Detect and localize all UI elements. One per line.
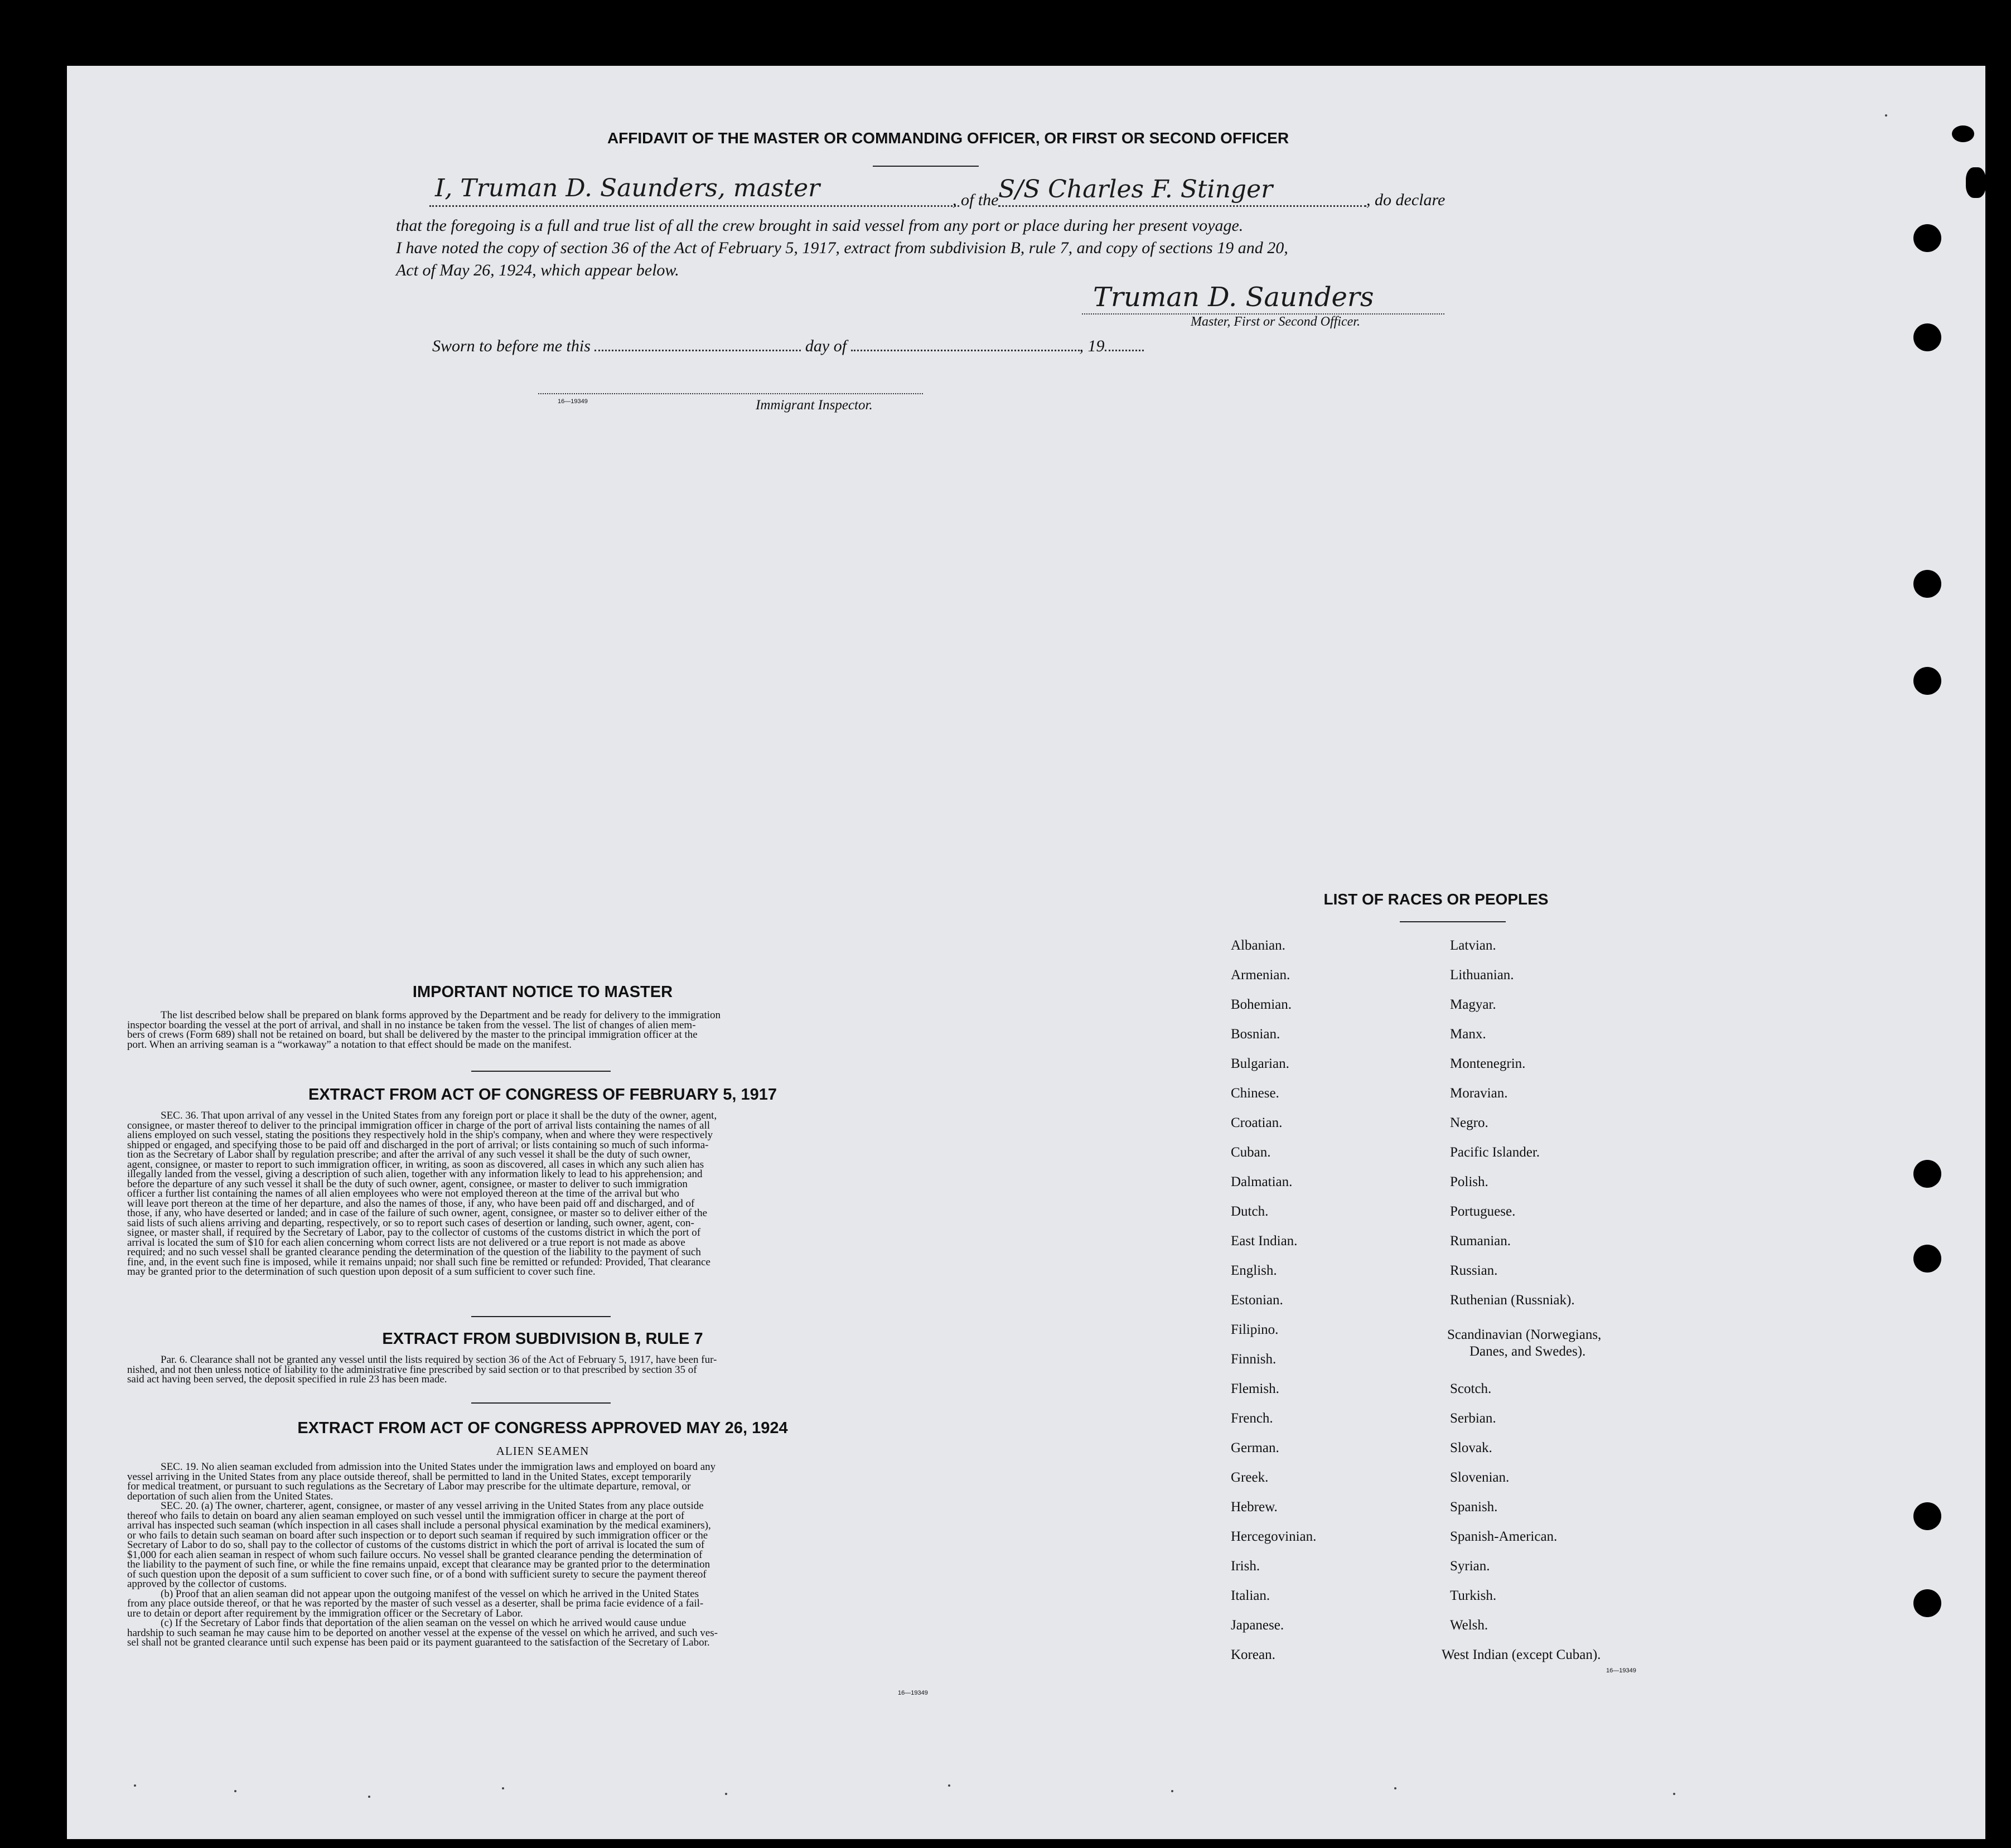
race-item: Syrian.: [1450, 1559, 1490, 1574]
text-line: inspector boarding the vessel at the port of arrival, and shall in no instance be taken from the vessel. The list of changes of alien mem-: [127, 1019, 696, 1031]
text-line: agent, consignee, or master to report to such immigration officer, in writing, as soon as discovered, all cases in which any such alien has: [127, 1158, 704, 1170]
race-item: Hebrew.: [1231, 1499, 1278, 1515]
race-item: Estonian.: [1231, 1293, 1283, 1308]
text-line: arrival is located the sum of $10 for each alien concerning whom correct lists are not delivered or a true report is not made as above: [127, 1236, 685, 1249]
text-line: may be granted prior to the determination of such question upon deposit of a sum sufficient to cover such fine.: [127, 1266, 596, 1278]
speck: [1885, 114, 1887, 117]
text-line: (b) Proof that an alien seaman did not appear upon the outgoing manifest of the vessel on which he arrived in the United States: [161, 1588, 699, 1600]
declarant-signature: I, Truman D. Saunders, master: [435, 174, 820, 202]
race-item: Albanian.: [1231, 938, 1285, 953]
text-line: shipped or engaged, and specifying those to be paid off and discharged in the port of arrival; or lists containing so much of such informa-: [127, 1139, 709, 1151]
text-line: for medical treatment, or pursuant to such regulations as the Secretary of Labor may prescribe for the ultimate departure, removal, or: [127, 1481, 691, 1492]
alien-seamen-subtitle: ALIEN SEAMEN: [496, 1444, 589, 1458]
text-line: of such question upon the deposit of a sum sufficient to cover such fine, or of a bond with sufficient surety to secure the payment thereof: [127, 1568, 707, 1580]
text-line: vessel arriving in the United States from any place outside thereof, shall be permitted to land in the United States, except temporarily: [127, 1470, 692, 1483]
race-item: Serbian.: [1450, 1411, 1496, 1426]
punch-hole: [1913, 1502, 1941, 1530]
race-item: Turkish.: [1450, 1588, 1497, 1603]
text-line: bers of crews (Form 689) shall not be retained on board, but shall be delivered by the master to the principal immigration officer at the: [127, 1029, 698, 1041]
text-line: SEC. 19. No alien seaman excluded from admission into the United States under the immigration laws and employed on board any: [161, 1461, 716, 1473]
race-item: Moravian.: [1450, 1086, 1508, 1101]
punch-hole: [1913, 224, 1941, 252]
text-line: (c) If the Secretary of Labor finds that deportation of the alien seaman on the vessel on which he arrived would cause undue: [161, 1617, 687, 1629]
text-line: SEC. 36. That upon arrival of any vessel in the United States from any foreign port or place it shall be the duty of the owner, agent,: [161, 1110, 717, 1121]
speck: [725, 1793, 727, 1795]
speck: [1394, 1787, 1396, 1789]
declaration-line-4: Act of May 26, 1924, which appear below.: [396, 261, 679, 279]
race-item: Chinese.: [1231, 1086, 1279, 1101]
speck: [234, 1790, 236, 1792]
speck: [1171, 1790, 1173, 1792]
text-line: port. When an arriving seaman is a “workaway” a notation to that effect should be made on the manifest.: [127, 1038, 572, 1051]
text-line: nished, and not then unless notice of liability to the administrative fine prescribed by said section or to that prescribed by section 35 of: [127, 1363, 697, 1376]
speck: [948, 1784, 950, 1787]
race-item: Croatian.: [1231, 1115, 1283, 1130]
race-item: Armenian.: [1231, 967, 1290, 983]
text-line: from any place outside thereof, or that he was reported by the master of such vessel as a deserter, shall be prima facie evidence of a fail-: [127, 1598, 704, 1609]
form-number: 16—19349: [1606, 1667, 1636, 1674]
race-item: Flemish.: [1231, 1381, 1279, 1396]
race-item: Filipino.: [1231, 1322, 1279, 1337]
text-line: required; and no such vessel shall be granted clearance pending the determination of the question of the liability to the payment of such: [127, 1246, 701, 1258]
race-item: Cuban.: [1231, 1145, 1271, 1160]
race-item: Manx.: [1450, 1027, 1486, 1042]
race-item: Polish.: [1450, 1174, 1488, 1189]
speck: [134, 1784, 136, 1787]
text-line: the liability to the payment of such fine, or while the fine remains unpaid, except that clearance may be granted prior to the determination: [127, 1559, 710, 1570]
text-line: Secretary of Labor to do so, shall pay to the collector of customs of the customs district in which the port of arrival is located the sum of: [127, 1539, 705, 1551]
section-rule: [471, 1402, 611, 1404]
month-blank: [851, 350, 1080, 351]
extract-rule7-text: [127, 1355, 958, 1385]
text-line: tion as the Secretary of Labor shall by regulation prescribe; and after the arrival of any such vessel it shall be the duty of such owner,: [127, 1149, 691, 1160]
race-item: Irish.: [1231, 1559, 1260, 1574]
race-item: Latvian.: [1450, 938, 1496, 953]
race-item: Spanish.: [1450, 1499, 1498, 1515]
text-line: before the departure of any such vessel it shall be the duty of such owner, agent, consignee, or master to deliver to such immigration: [127, 1178, 688, 1190]
punch-hole: [1913, 667, 1941, 695]
races-title: LIST OF RACES OR PEOPLES: [1323, 891, 1549, 908]
race-item: Rumanian.: [1450, 1233, 1511, 1249]
declaration-line-2: that the foregoing is a full and true list of all the crew brought in said vessel from any port or place during her present voyage.: [396, 216, 1244, 235]
text-line: said lists of such aliens arriving and departing, respectively, or so to report such cases of desertion or landing, such owner, agent, con-: [127, 1217, 694, 1229]
declaration-line-1: [429, 174, 1461, 217]
text-line: said act having been served, the deposit specified in rule 23 has been made.: [127, 1373, 447, 1385]
race-item: Italian.: [1231, 1588, 1270, 1603]
section-rule: [471, 1316, 611, 1317]
extract-rule7-title: EXTRACT FROM SUBDIVISION B, RULE 7: [382, 1330, 703, 1348]
speck: [368, 1796, 370, 1798]
race-item: Ruthenian (Russniak).: [1450, 1293, 1575, 1308]
text-line: aliens employed on such vessel, stating the positions they respectively hold in the ship's company, when and where they were respectively: [127, 1129, 713, 1141]
race-item: Slovenian.: [1450, 1470, 1510, 1485]
race-item: Scotch.: [1450, 1381, 1492, 1396]
text-line: sel shall not be granted clearance until such expense has been paid or its payment guaranteed to the satisfaction of the Secretary of Labor.: [127, 1637, 710, 1648]
race-item: French.: [1231, 1411, 1273, 1426]
race-item: Russian.: [1450, 1263, 1498, 1278]
text-line: those, if any, who have deserted or landed; and in case of the failure of such owner, agent, consignee, or master so to deliver either of the: [127, 1207, 707, 1219]
master-caption: Master, First or Second Officer.: [1191, 315, 1360, 329]
race-item: Scandinavian (Norwegians,: [1447, 1327, 1602, 1342]
of-the-label: , of the: [953, 191, 999, 209]
race-item: Bosnian.: [1231, 1027, 1280, 1042]
race-item: Japanese.: [1231, 1618, 1284, 1633]
affidavit-title: AFFIDAVIT OF THE MASTER OR COMMANDING OFFICER, OR FIRST OR SECOND OFFICER: [607, 129, 1289, 147]
extract-1924-text: [127, 1462, 958, 1648]
vessel-name: S/S Charles F. Stinger: [998, 175, 1273, 204]
text-line: hardship to such seaman he may cause him to be deported on another vessel at the expense of the vessel on which he arrived, and such ves-: [127, 1627, 718, 1639]
race-item: Bulgarian.: [1231, 1056, 1289, 1071]
do-declare-label: , do declare: [1366, 191, 1446, 209]
text-line: illegally landed from the vessel, giving a description of such alien, together with any information likely to lead to his apprehension; and: [127, 1168, 703, 1180]
speck: [1673, 1793, 1675, 1795]
dotted-line: [429, 205, 959, 207]
day-of-label: day of: [805, 337, 847, 355]
text-line: will leave port thereon at the time of her departure, and also the names of those, if any, who have been paid off and discharged, and of: [127, 1197, 695, 1210]
day-blank: [594, 350, 801, 351]
race-item: Spanish-American.: [1450, 1529, 1558, 1544]
race-item: East Indian.: [1231, 1233, 1298, 1249]
race-item: Slovak.: [1450, 1440, 1492, 1455]
text-line: The list described below shall be prepared on blank forms approved by the Department and be ready for delivery to the immigration: [161, 1009, 721, 1021]
race-item: German.: [1231, 1440, 1279, 1455]
form-number: 16—19349: [898, 1690, 928, 1696]
race-item: West Indian (except Cuban).: [1442, 1647, 1601, 1662]
races-title-rule: [1400, 921, 1506, 922]
title-rule: [873, 166, 979, 167]
sworn-line: [432, 337, 1213, 356]
text-line: officer a further list containing the names of all alien employees who were not employed thereon at the time of the arrival but who: [127, 1188, 679, 1199]
race-item: Welsh.: [1450, 1618, 1488, 1633]
text-line: Par. 6. Clearance shall not be granted any vessel until the lists required by section 36 of the Act of February 5, 1917, have been fur-: [161, 1354, 717, 1366]
race-item: Pacific Islander.: [1450, 1145, 1540, 1160]
punch-hole: [1913, 1245, 1941, 1273]
text-line: signee, or master shall, if required by the Secretary of Labor, pay to the collector of customs of the customs district in which the port of: [127, 1227, 701, 1239]
inspector-caption: Immigrant Inspector.: [756, 398, 873, 413]
text-line: or who fails to detain such seaman on board after such inspection or to deport such seaman if required by such immigration officer or the: [127, 1529, 708, 1541]
race-item: English.: [1231, 1263, 1277, 1278]
race-item: Greek.: [1231, 1470, 1269, 1485]
text-line: consignee, or master thereof to deliver to the principal immigration officer in charge of the port of arrival lists containing the names of all: [127, 1119, 710, 1131]
punch-hole: [1913, 1160, 1941, 1188]
race-item: Montenegrin.: [1450, 1056, 1526, 1071]
year-prefix: , 19: [1079, 337, 1105, 355]
year-blank: [1105, 350, 1144, 351]
race-item: Dutch.: [1231, 1204, 1269, 1219]
speck: [502, 1787, 504, 1789]
extract-1917-text: [127, 1111, 958, 1277]
race-item: Negro.: [1450, 1115, 1488, 1130]
text-line: ure to detain or deport after requirement by the immigration officer or the Secretary of Labor.: [127, 1607, 523, 1619]
notice-title: IMPORTANT NOTICE TO MASTER: [412, 983, 673, 1001]
notice-text: [127, 1010, 958, 1049]
race-item: Bohemian.: [1231, 997, 1292, 1012]
punch-hole: [1913, 570, 1941, 598]
sworn-label: Sworn to before me this: [432, 337, 591, 355]
dotted-line: [998, 205, 1366, 207]
text-line: deportation of such alien from the United States.: [127, 1490, 333, 1502]
extract-1924-title: EXTRACT FROM ACT OF CONGRESS APPROVED MAY 26, 1924: [297, 1419, 788, 1437]
extract-1917-title: EXTRACT FROM ACT OF CONGRESS OF FEBRUARY 5, 1917: [308, 1086, 777, 1104]
form-number: 16—19349: [558, 398, 588, 405]
master-signature: Truman D. Saunders: [1093, 282, 1374, 313]
race-item: Hercegovinian.: [1231, 1529, 1317, 1544]
race-item: Danes, and Swedes).: [1469, 1344, 1586, 1359]
race-item: Portuguese.: [1450, 1204, 1516, 1219]
text-line: SEC. 20. (a) The owner, charterer, agent, consignee, or master of any vessel arriving in the United States from any place outside: [161, 1500, 704, 1512]
text-line: approved by the collector of customs.: [127, 1578, 287, 1590]
page-edge-damage: [1952, 125, 1974, 142]
race-item: Dalmatian.: [1231, 1174, 1293, 1189]
race-item: Korean.: [1231, 1647, 1275, 1662]
inspector-line: [538, 393, 923, 394]
race-item: Lithuanian.: [1450, 967, 1514, 983]
race-item: Finnish.: [1231, 1352, 1277, 1367]
text-line: $1,000 for each alien seaman in respect of whom such failure occurs. No vessel shall be granted clearance pending the determination of: [127, 1549, 703, 1561]
section-rule: [471, 1071, 611, 1072]
page-edge-damage: [1966, 167, 1986, 198]
declaration-line-3: I have noted the copy of section 36 of the Act of February 5, 1917, extract from subdivision B, rule 7, and copy of sections 19 and 20,: [396, 239, 1288, 257]
text-line: thereof who fails to detain on board any alien seaman employed on such vessel until the immigration officer in charge at the port of: [127, 1510, 685, 1522]
punch-hole: [1913, 1589, 1941, 1617]
text-line: arrival has inspected such seaman (which inspection in all cases shall include a personal physical examination by the medical examiners),: [127, 1520, 711, 1531]
text-line: fine, and, in the event such fine is imposed, while it remains unpaid; nor shall such fine be remitted or refunded: Provided, That clearance: [127, 1256, 710, 1268]
race-item: Magyar.: [1450, 997, 1496, 1012]
punch-hole: [1913, 323, 1941, 351]
